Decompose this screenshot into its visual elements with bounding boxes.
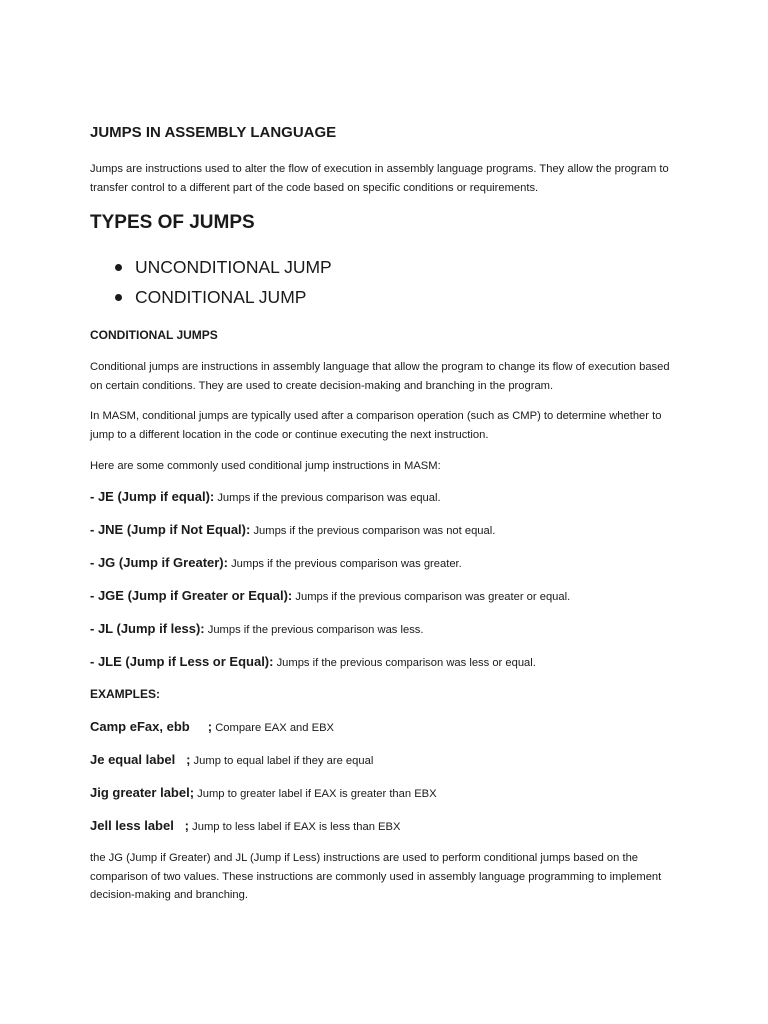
example-semicolon: ;: [189, 785, 195, 800]
list-item: [90, 285, 332, 315]
page-title: JUMPS IN ASSEMBLY LANGUAGE: [90, 124, 337, 141]
bullet-icon: [115, 264, 122, 271]
list-item-label: CONDITIONAL JUMP: [135, 287, 307, 307]
examples-heading: EXAMPLES:: [90, 687, 161, 701]
jump-term: - JL (Jump if less):: [90, 621, 205, 636]
example-semicolon: ;: [184, 818, 190, 833]
jump-item: [90, 588, 570, 603]
example-line: [90, 719, 334, 734]
jump-desc: Jumps if the previous comparison was greater or equal.: [292, 591, 571, 603]
example-code: Jell less label: [90, 818, 185, 833]
jump-item: [90, 555, 462, 570]
jump-item: [90, 654, 536, 669]
conditional-paragraph-2: In MASM, conditional jumps are typically used after a comparison operation (such as CMP) to determine whether to jump to a different location in the code or continue executing the next instruction.: [90, 410, 662, 441]
example-code: Jig greater label: [90, 785, 190, 800]
jump-desc: Jumps if the previous comparison was not equal.: [250, 525, 496, 537]
jump-desc: Jumps if the previous comparison was greater.: [227, 558, 462, 570]
jump-item: [90, 489, 441, 504]
jump-desc: Jumps if the previous comparison was equal.: [214, 492, 441, 504]
bullet-icon: [115, 294, 122, 301]
example-semicolon: ;: [207, 719, 213, 734]
jump-item: [90, 621, 424, 636]
example-comment: Jump to less label if EAX is less than EBX: [189, 821, 401, 833]
jump-term: - JGE (Jump if Greater or Equal):: [90, 588, 293, 603]
types-list: [90, 255, 332, 315]
example-comment: Compare EAX and EBX: [212, 722, 334, 734]
conditional-paragraph-1: Conditional jumps are instructions in assembly language that allow the program to change its flow of execution based on certain conditions. They are used to create decision-making and branching in the program.: [90, 361, 670, 392]
example-line: [90, 785, 437, 800]
jump-desc: Jumps if the previous comparison was less or equal.: [273, 657, 536, 669]
example-comment: Jump to greater label if EAX is greater than EBX: [194, 788, 437, 800]
conditional-paragraph-3: Here are some commonly used conditional jump instructions in MASM:: [90, 460, 441, 472]
example-semicolon: ;: [186, 752, 191, 767]
jump-item: [90, 522, 495, 537]
closing-paragraph: the JG (Jump if Greater) and JL (Jump if Less) instructions are used to perform conditional jumps based on the comparison of two values. These instructions are commonly used in assembly language programming to implement decision-making and branching.: [90, 852, 662, 901]
jump-desc: Jumps if the previous comparison was less.: [204, 624, 424, 636]
jump-term: - JG (Jump if Greater):: [90, 555, 228, 570]
jump-term: - JE (Jump if equal):: [90, 489, 215, 504]
list-item-label: UNCONDITIONAL JUMP: [135, 257, 332, 277]
example-line: [90, 752, 373, 767]
jump-term: - JNE (Jump if Not Equal):: [90, 522, 251, 537]
jump-term: - JLE (Jump if Less or Equal):: [90, 654, 274, 669]
example-code: Je equal label: [90, 752, 187, 767]
conditional-heading: CONDITIONAL JUMPS: [90, 328, 218, 342]
example-line: [90, 818, 400, 833]
example-comment: Jump to equal label if they are equal: [190, 755, 374, 767]
list-item: [90, 255, 332, 285]
intro-paragraph: Jumps are instructions used to alter the flow of execution in assembly language programs. They allow the program to transfer control to a different part of the code based on specific conditions or requirements.: [90, 163, 669, 194]
example-code: Camp eFax, ebb: [90, 719, 208, 734]
types-heading: TYPES OF JUMPS: [90, 212, 255, 233]
